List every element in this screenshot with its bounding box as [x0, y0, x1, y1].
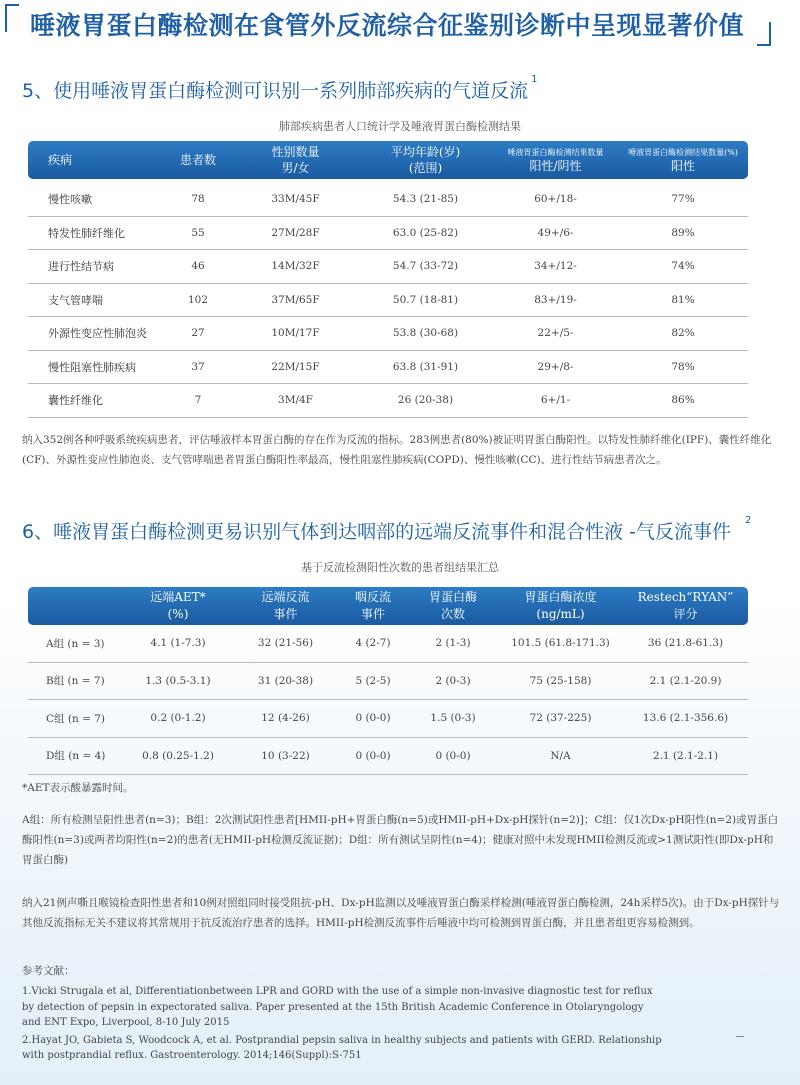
cell-concentration: 72 (37-225): [529, 712, 592, 725]
cell-result: 6+/1-: [540, 394, 571, 407]
cell-disease: 支气管哮喘: [48, 293, 103, 307]
cell-percent: 89%: [671, 226, 695, 239]
table-1-caption: 肺部疾病患者人口统计学及唾液胃蛋白酶检测结果: [279, 120, 521, 133]
header-age-l1: 平均年龄(岁): [390, 145, 461, 159]
header-gender: [233, 144, 358, 176]
header-result-small: 唾液胃蛋白酶检测结果数量: [507, 147, 604, 157]
header-percent-main: 阳性: [670, 158, 695, 173]
cell-age: 63.8 (31-91): [392, 360, 459, 373]
group-definitions-paragraph: A组：所有检测呈阳性患者(n=3)；B组：2次测试阳性患者[HMII-pH+胃蛋白酶(n=5)或HMII-pH+Dx-pH探针(n=2)]；C组：仅1次Dx-pH阳性(n=2)或胃蛋白酶阳性(n=3)或两者均阳性(n=2)的患者(无HMII-pH检测反流证据)；D组：所有测试呈阴性(n=4)；健康对照中未发现HMII检测反流或>1测试阳性(即Dx-pH和胃蛋白酶): [22, 814, 779, 866]
cell-count: 78: [191, 193, 205, 206]
cell-disease: 慢性阻塞性肺疾病: [48, 360, 136, 374]
cell-percent: 74%: [671, 260, 695, 273]
title-bracket-right: [757, 22, 771, 46]
cell-aet: 4.1 (1-7.3): [150, 637, 206, 650]
cell-ryan: 2.1 (2.1-2.1): [652, 749, 719, 762]
header-distal-l1: 远端反流: [261, 590, 310, 604]
cell-count: 46: [191, 260, 205, 273]
references-list: [22, 984, 662, 1066]
cell-group: A组 (n = 3): [46, 637, 105, 650]
header-age: [358, 144, 493, 176]
cell-gender: 22M/15F: [271, 360, 320, 373]
cell-disease: 进行性结节病: [48, 260, 114, 274]
cell-distal: 31 (20-38): [257, 674, 314, 687]
table-1-body: [28, 183, 748, 418]
header-concentration: [498, 589, 623, 623]
header-aet: [123, 589, 233, 623]
cell-pharyngeal: 4 (2-7): [355, 637, 391, 650]
cell-pepsin: 1.5 (0-3): [430, 712, 476, 725]
cell-gender: 27M/28F: [271, 226, 320, 239]
section-6-title-text: 6、唾液胃蛋白酶检测更易识别气体到达咽部的远端反流事件和混合性液 -气反流事件: [22, 521, 731, 543]
cell-gender: 3M/4F: [278, 394, 313, 407]
cell-disease: 囊性纤维化: [48, 394, 103, 408]
header-result: [493, 147, 618, 174]
title-bracket-left: [5, 4, 19, 32]
table-row: [28, 738, 748, 776]
table-1-header: [28, 141, 748, 179]
header-pepsin: [408, 589, 498, 623]
header-distal-l2: 事件: [273, 607, 298, 621]
header-percent: [618, 147, 748, 174]
header-distal: [233, 589, 338, 623]
header-gender-l2: 男/女: [281, 161, 310, 175]
cell-concentration: 75 (25-158): [529, 674, 592, 687]
table-row: [28, 284, 748, 318]
cell-percent: 78%: [671, 360, 695, 373]
cell-count: 37: [191, 360, 205, 373]
table-2-caption: 基于反流检测阳性次数的患者组结果汇总: [301, 561, 499, 574]
cell-aet: 0.8 (0.25-1.2): [142, 749, 214, 762]
cell-pharyngeal: 5 (2-5): [355, 674, 391, 687]
header-pepsin-l1: 胃蛋白酶: [428, 590, 477, 604]
cell-group: C组 (n = 7): [46, 712, 105, 725]
section-5-title-text: 5、使用唾液胃蛋白酶检测可识别一系列肺部疾病的气道反流: [22, 80, 529, 102]
references-title: 参考文献：: [22, 965, 75, 977]
cell-count: 102: [187, 293, 209, 306]
table-row: [28, 317, 748, 351]
section-5-paragraph: 纳入352例各种呼吸系统疾病患者，评估唾液样本胃蛋白酶的存在作为反流的指标。283例患者(80%)被证明胃蛋白酶阳性。以特发性肺纤维化(IPF)、囊性纤维化(CF)、外源性变应性肺泡炎、支气管哮喘患者胃蛋白酶阳性率最高，慢性阻塞性肺疾病(COPD)、慢性咳嗽(CC)、进行性结节病患者次之。: [22, 434, 772, 466]
header-aet-l2: (%): [167, 607, 189, 621]
header-concentration-l1: 胃蛋白酶浓度: [524, 590, 597, 604]
cell-disease: 慢性咳嗽: [48, 193, 92, 207]
cell-age: 63.0 (25-82): [392, 226, 459, 239]
section-6-ref: 2: [745, 515, 752, 526]
lung-disease-table: [28, 141, 748, 418]
cell-gender: 33M/45F: [271, 193, 320, 206]
cell-disease: 特发性肺纤维化: [48, 226, 125, 240]
cell-distal: 12 (4-26): [261, 712, 310, 725]
table-row: [28, 250, 748, 284]
header-pharyngeal-l1: 咽反流: [354, 590, 391, 604]
aet-note: *AET表示酸暴露时间。: [22, 782, 134, 794]
cell-percent: 86%: [671, 394, 695, 407]
cell-distal: 10 (3-22): [261, 749, 310, 762]
header-pharyngeal-l2: 事件: [360, 607, 385, 621]
cell-disease: 外源性变应性肺泡炎: [48, 327, 147, 341]
cell-age: 53.8 (30-68): [392, 327, 459, 340]
header-age-l2: (范围): [408, 161, 443, 175]
header-ryan-l1: Restech“RYAN”: [637, 590, 734, 604]
header-aet-l1: 远端AET*: [150, 590, 206, 604]
cell-ryan: 36 (21.8-61.3): [647, 637, 724, 650]
cell-result: 29+/8-: [537, 360, 574, 373]
table-row: [28, 384, 748, 418]
table-2-body: [28, 625, 748, 775]
cell-gender: 10M/17F: [271, 327, 320, 340]
section-6-title: [22, 517, 751, 544]
cell-percent: 82%: [671, 327, 695, 340]
cell-distal: 32 (21-56): [257, 637, 314, 650]
cell-age: 54.7 (33-72): [392, 260, 459, 273]
reference-item: 1.Vicki Strugala et al, Differentiationbetween LPR and GORD with the use of a simple non-invasive diagnostic test for reflux by detection of pepsin in expectorated saliva. Paper presented at the 15th British Academic Conference in Otolaryngology and ENT Expo, Liverpool, 8-10 July 2015: [22, 986, 653, 1028]
header-ryan-l2: 评分: [673, 607, 698, 621]
cell-count: 27: [191, 327, 205, 340]
cell-pharyngeal: 0 (0-0): [355, 749, 391, 762]
cell-concentration: N/A: [550, 749, 571, 762]
cell-ryan: 2.1 (2.1-20.9): [649, 674, 722, 687]
header-gender-l1: 性别数量: [271, 145, 320, 159]
cell-aet: 0.2 (0-1.2): [150, 712, 206, 725]
header-count: 患者数: [179, 153, 216, 167]
cell-pepsin: 2 (0-3): [435, 674, 471, 687]
reflux-group-table: [28, 587, 748, 775]
cell-pharyngeal: 0 (0-0): [355, 712, 391, 725]
cell-age: 50.7 (18-81): [392, 293, 459, 306]
cell-result: 22+/5-: [537, 327, 574, 340]
cell-group: B组 (n = 7): [46, 675, 105, 688]
main-title: 唾液胃蛋白酶检测在食管外反流综合征鉴别诊断中呈现显著价值: [30, 11, 745, 40]
table-row: [28, 217, 748, 251]
cell-concentration: 101.5 (61.8-171.3): [511, 637, 610, 650]
header-concentration-l2: (ng/mL): [536, 607, 585, 621]
cell-pepsin: 2 (1-3): [435, 637, 471, 650]
section-5-title: [22, 76, 537, 103]
cell-count: 55: [191, 226, 205, 239]
header-result-main: 阳性/阴性: [529, 158, 582, 173]
study-paragraph: 纳入21例声嘶且喉镜检查阳性患者和10例对照组同时接受阻抗-pH、Dx-pH监测以及唾液胃蛋白酶采样检测(唾液胃蛋白酶检测，24h采样5次)。由于Dx-pH探针与其他反流指标无关不建议将其常规用于抗反流治疗患者的选择。HMII-pH检测反流事件后唾液中均可检测到胃蛋白酶，并且患者组更容易检测到。: [22, 897, 780, 929]
cell-count: 7: [194, 394, 202, 407]
header-pharyngeal: [338, 589, 408, 623]
table-row: [28, 183, 748, 217]
cell-gender: 37M/65F: [271, 293, 320, 306]
header-pepsin-l2: 次数: [440, 607, 465, 621]
reference-item: 2.Hayat JO, Gabieta S, Woodcock A, et al. Postprandial pepsin saliva in healthy subjects and patients with GERD. Relationship with postprandial reflux. Gastroenterology. 2014;146(Suppl):S-751: [22, 1034, 662, 1061]
table-row: [28, 663, 748, 701]
header-ryan: [623, 589, 748, 623]
table-2-header: [28, 587, 748, 625]
cell-pepsin: 0 (0-0): [435, 749, 471, 762]
header-percent-small: 唾液胃蛋白酶检测结果数量(%): [628, 147, 738, 157]
cell-result: 83+/19-: [534, 293, 577, 306]
cell-percent: 77%: [671, 193, 695, 206]
section-5-ref: 1: [531, 74, 538, 85]
cell-age: 54.3 (21-85): [392, 193, 459, 206]
cell-result: 60+/18-: [534, 193, 577, 206]
cell-gender: 14M/32F: [271, 260, 320, 273]
cell-percent: 81%: [671, 293, 695, 306]
cell-age: 26 (20-38): [397, 394, 454, 407]
cell-group: D组 (n = 4): [46, 750, 106, 763]
cell-result: 34+/12-: [534, 260, 577, 273]
table-row: [28, 700, 748, 738]
header-disease: 疾病: [48, 153, 73, 167]
table-row: [28, 351, 748, 385]
decorative-dash: [736, 1036, 744, 1037]
cell-aet: 1.3 (0.5-3.1): [145, 674, 211, 687]
cell-result: 49+/6-: [537, 226, 574, 239]
cell-ryan: 13.6 (2.1-356.6): [642, 712, 729, 725]
table-row: [28, 625, 748, 663]
